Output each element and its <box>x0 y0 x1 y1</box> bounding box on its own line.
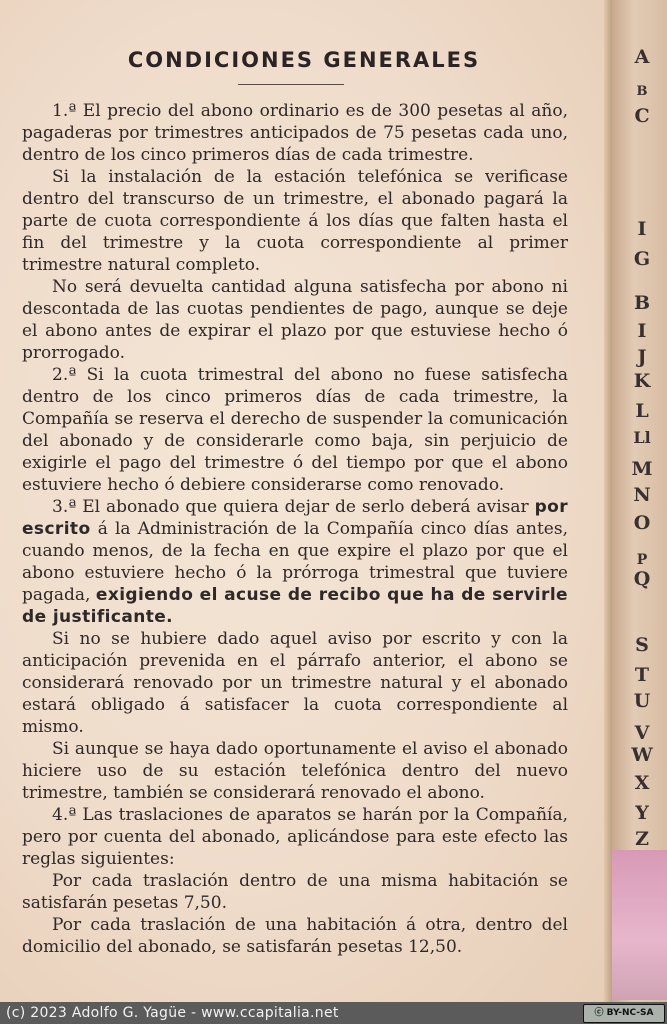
index-tab-o[interactable]: O <box>633 512 651 534</box>
index-tab-m[interactable]: M <box>631 458 653 480</box>
paragraph-2: Si la instalación de la estación telefónica se verificase dentro del transcurso de un trimestre, el abonado pagará la parte de cuota correspondiente á los días que falten hasta el fin del trimestre y la cuota correspondiente al primer trimestre natural completo. <box>22 167 568 275</box>
index-tab-w[interactable]: W <box>631 744 653 766</box>
index-tab-z[interactable]: Z <box>635 828 649 850</box>
index-tab-g[interactable]: G <box>633 248 651 270</box>
paragraph-5 <box>22 496 568 628</box>
paragraph-4: 2.ª Si la cuota trimestral del abono no fuese satisfecha dentro de los cinco primeros días de cada trimestre, la Compañía se reserva el derecho de suspender la comunicación del abonado y de considerarle como baja, sin perjuicio de exigirle el pago del trimestre ó del tiempo por que el abono estuviere hecho ó debiere considerarse como renovado. <box>22 365 568 495</box>
copyright-text: (c) 2023 Adolfo G. Yagüe - www.ccapitalia.net <box>6 1005 339 1021</box>
index-tab-a[interactable]: A <box>634 46 650 68</box>
page-title: CONDICIONES GENERALES <box>127 48 481 72</box>
index-tab-p[interactable]: P <box>636 552 648 568</box>
paragraph-9: Por cada traslación dentro de una misma habitación se satisfarán pesetas 7,50. <box>22 871 568 913</box>
pink-page-strip <box>612 850 667 1000</box>
index-tab-t[interactable]: T <box>634 664 650 686</box>
index-tab-n[interactable]: N <box>633 484 651 506</box>
paragraph-7: Si aunque se haya dado oportunamente el aviso el abonado hiciere uso de su estación telefónica dentro del nuevo trimestre, también se considerará renovado el abono. <box>22 739 568 803</box>
cc-license-badge[interactable] <box>583 1004 665 1023</box>
index-tab-c[interactable]: C <box>634 105 650 127</box>
page-edge <box>604 0 612 1002</box>
bold-receipt-requirement: exigiendo el acuse de recibo que ha de servirle de justificante. <box>22 585 568 627</box>
index-tab-b[interactable]: B <box>636 84 648 99</box>
paragraph-5-text-b: á la Administración de la Compañía cinco días antes, cuando menos, de la fecha en que expire el plazo por que el abono estuviere hecho ó la prórroga trimestral que tuviere pagada, <box>22 519 568 605</box>
paragraph-5-text-a: 3.ª El abonado que quiera dejar de serlo deberá avisar <box>52 497 535 517</box>
paragraph-1: 1.ª El precio del abono ordinario es de 300 pesetas al año, pagaderas por trimestres anticipados de 75 pesetas cada uno, dentro de los cinco primeros días de cada trimestre. <box>22 101 568 165</box>
index-tab-x[interactable]: X <box>634 772 650 794</box>
paragraph-3: No será devuelta cantidad alguna satisfecha por abono ni descontada de las cuotas pendientes de pago, aunque se deje el abono antes de expirar el plazo por que estuviese hecho ó prorrogado. <box>22 277 568 363</box>
index-tab-u[interactable]: U <box>633 690 651 712</box>
index-tab-i[interactable]: I <box>637 218 647 240</box>
cc-icon: ⓒ <box>594 1008 607 1018</box>
index-tab-q[interactable]: Q <box>633 568 651 590</box>
index-tab-l[interactable]: L <box>635 400 649 422</box>
index-tab-v[interactable]: V <box>634 722 650 744</box>
document-body <box>22 100 568 958</box>
index-tab-b2[interactable]: B <box>633 292 651 314</box>
license-label: BY-NC-SA <box>606 1008 654 1018</box>
index-tab-ll[interactable]: Ll <box>633 428 651 447</box>
bold-by-writing: por escrito <box>22 497 568 539</box>
index-tab-j[interactable]: J <box>637 346 647 368</box>
title-divider <box>238 84 344 85</box>
index-tab-i2[interactable]: I <box>637 320 647 342</box>
index-tab-y[interactable]: Y <box>635 802 649 824</box>
index-tab-k[interactable]: K <box>633 370 651 392</box>
paragraph-8: 4.ª Las traslaciones de aparatos se harán por la Compañía, pero por cuenta del abonado, aplicándose para este efecto las reglas siguientes: <box>22 805 568 869</box>
footer-bar <box>0 1002 667 1024</box>
paragraph-6: Si no se hubiere dado aquel aviso por escrito y con la anticipación prevenida en el párrafo anterior, el abono se considerará renovado por un trimestre natural y el abonado estará obligado á satisfacer la cuota correspondiente al mismo. <box>22 629 568 737</box>
paragraph-10: Por cada traslación de una habitación á otra, dentro del domicilio del abonado, se satisfarán pesetas 12,50. <box>22 915 568 957</box>
index-tab-s[interactable]: S <box>635 634 649 656</box>
